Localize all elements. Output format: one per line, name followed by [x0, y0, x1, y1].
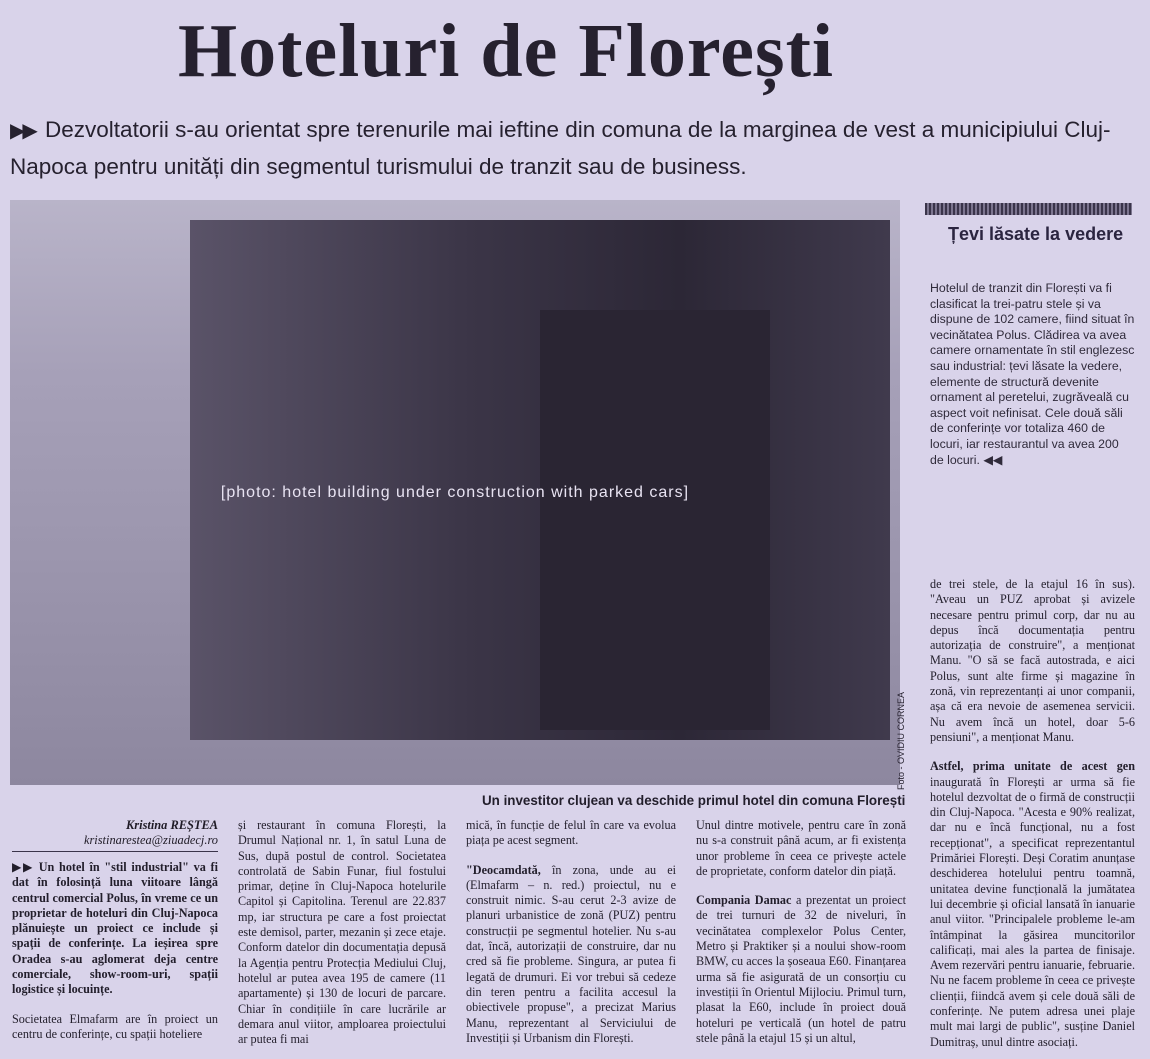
sidebar-title: Țevi lăsate la vedere [948, 224, 1124, 244]
article-column-4 [696, 818, 906, 1046]
article-paragraph: mică, în funcție de felul în care va evolua piața pe acest segment. [466, 818, 676, 848]
photo-credit: Foto - OVIDIU CORNEA [896, 691, 906, 790]
article-column-3 [466, 818, 676, 1046]
photo-placeholder-label: [photo: hotel building under construction with parked cars] [220, 483, 690, 501]
author-email: kristinarestea@ziuadecj.ro [83, 833, 218, 847]
article-column-5 [930, 577, 1135, 1050]
byline [12, 818, 218, 848]
article-paragraph: Unul dintre motivele, pentru care în zonă nu s-a construit până acum, ar fi existența unor probleme în ceea ce privește actele de proprietate, conform datelor din piață. [696, 818, 906, 878]
article-column-2 [238, 818, 446, 1047]
author-name: Kristina REȘTEA [126, 818, 218, 832]
article-lead: ▶▶ Un hotel în "stil industrial" va fi dat în folosință luna viitoare lângă centrul comercial Polus, în vreme ce un proprietar de hoteluri din Cluj-Napoca plănuiește un proiect ce include și spații de conferințe. La ieșirea spre Oradea s-au aglomerat deja centre comerciale, show-room-uri, spații logistice și locuințe. [12, 860, 218, 997]
deck-arrows-icon: ▶▶ [10, 120, 35, 142]
article-column-1 [12, 860, 218, 1042]
paragraph-lead: "Deocamdată, [466, 862, 541, 877]
article-paragraph: și restaurant în comuna Florești, la Drumul Național nr. 1, în satul Luna de Sus, după postul de control. Societatea controlată de Sabin Funar, fiul fostului primar, deține în Cluj-Napoca hotelurile Capitol și Capitolina. Terenul are 22.837 mp, iar structura pe care a fost proiectat este demisol, parter, mezanin și zece etaje. Conform datelor din documentația depusă la Agenția pentru Protecția Mediului Cluj, hotelul ar putea avea 195 de camere (11 apartamente) și 130 de locuri de parcare. Chiar în condițiile în care lucrările ar demara anul viitor, amploarea proiectului ar putea fi mai [238, 818, 446, 1047]
paragraph-body: a prezentat un proiect de trei turnuri de 32 de niveluri, în vecinătatea complexelor Polus Center, Metro și Praktiker și a noului show-room BMW, cu acces la șoseaua E60. Finanțarea urma să fie asigurată de un consorțiu cu investiții în Orientul Mijlociu. Primul turn, plasat la E60, include în proiect două hoteluri pe verticală (un hotel de patru stele până la etajul 15 și un altul, [696, 893, 907, 1045]
deck-text: Dezvoltatorii s-au orientat spre terenurile mai ieftine din comuna de la marginea de vest a municipiului Cluj-Napoca pentru unități din segmentul turismului de tranzit sau de business. [10, 117, 1111, 179]
article-paragraph [466, 863, 676, 1047]
article-paragraph [696, 893, 906, 1046]
page-title: Hoteluri de Florești [178, 9, 835, 93]
paragraph-lead: Astfel, prima unitate de acest gen [930, 759, 1135, 774]
paragraph-body: inaugurată în Florești ar urma să fie hotelul dezvoltat de o firmă de construcții din Cluj-Napoca. "Acesta e 90% realizat, dar nu e încă funcțional, nu a fost recepționat", a specificat reprezentantul Primăriei Florești. Deși Coratim anunțase deschiderea hotelului pentru toamnă, unitatea devine funcțională la jumătatea lui decembrie și oficial lansată în ianuarie anul viitor. "Principalele probleme le-am întâmpinat la găsirea muncitorilor calificați, mai ales la partea de finisaje. Avem rezervări pentru ianuarie, februarie. Nu ne facem probleme în ceea ce privește clienții, fiindcă avem și cele două săli de conferințe. Ne putem adresa unei plaje mult mai largi de public", susține Daniel Dumitraș, unul dintre asociați. [930, 774, 1135, 1049]
article-photo [10, 200, 900, 785]
article-paragraph: de trei stele, de la etajul 16 în sus). "Aveau un PUZ aprobat și avizele necesare pentru primul corp, dar nu au depus încă documentația pentru autorizația de construire", a menționat Manu. "O să se facă autostrada, e aici Polus, sunt alte firme și magazine în zonă, vin reprezentanți ai unor companii, așa că era nevoie de asemenea servicii. Nu avem încă un hotel, doar 5-6 pensiuni", a menționat Manu. [930, 577, 1135, 744]
paragraph-lead: Compania Damac [696, 893, 792, 908]
photo-caption: Un investitor clujean va deschide primul hotel din comuna Florești [482, 793, 906, 808]
article-paragraph: Societatea Elmafarm are în proiect un centru de conferințe, cu spații hoteliere [12, 1011, 218, 1041]
article-deck [10, 112, 1140, 184]
paragraph-body: în zona, unde au ei (Elmafarm – n. red.) proiectul, nu e construit nimic. S-au cerut 2-3 avize de planuri urbanistice de zonă (PUZ) pentru construcții pe segmentul hotelier. Nu s-au dat, încă, autorizații de construire, dar nu cred să fie probleme. Singura, ar putea fi legată de drumuri. Ei vor trebui să cedeze din teren pentru a facilita accesul la obiectivele propuse", a precizat Marius Manu, reprezentant al Serviciului de Investiții și Urbanism din Florești. [466, 862, 677, 1045]
sidebar-rule [925, 203, 1132, 215]
byline-divider [12, 851, 218, 852]
sidebar-body: Hotelul de tranzit din Florești va fi clasificat la trei-patru stele și va dispune de 102 camere, fiind situat în vecinătatea Polus. Clădirea va avea camere ornamentate în stil englezesc sau industrial: țevi lăsate la vedere, elemente de structură devenite ornament al peretelui, zugrăveală cu aspect voit nefinisat. Cele două săli de conferințe vor totaliza 460 de locuri, iar restaurantul va avea 200 de locuri. ◀◀ [930, 281, 1135, 467]
article-paragraph [930, 759, 1135, 1050]
